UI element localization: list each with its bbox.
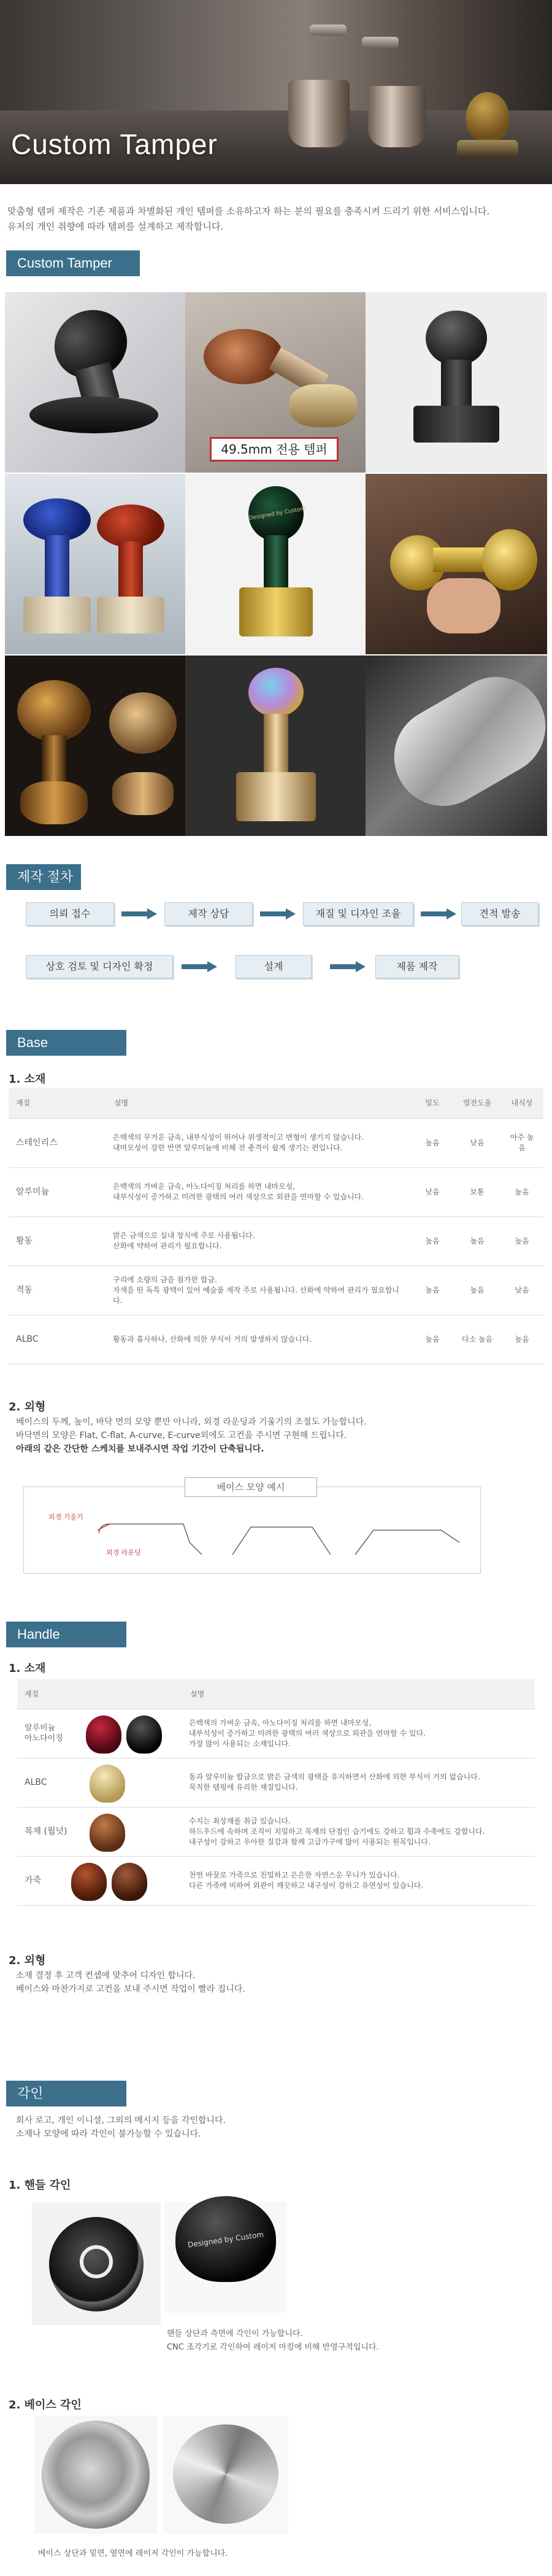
description-line: 구리에 소량의 금을 첨가한 합금. xyxy=(113,1275,217,1284)
rounding-label: 외경 라운딩 xyxy=(106,1549,141,1557)
handle-material-cell xyxy=(17,1856,183,1905)
table-row xyxy=(9,1266,543,1315)
material-description xyxy=(107,1315,411,1364)
engraving-text: Designed by Custom xyxy=(248,505,306,522)
handle-material-table xyxy=(17,1679,535,1906)
material-name: 가죽 xyxy=(25,1875,42,1886)
description-line: 산화에 약하여 관리가 필요합니다. xyxy=(113,1242,222,1250)
gallery-photo-black-tamper xyxy=(5,292,186,473)
density-value: 낮음 xyxy=(411,1167,454,1216)
description-line: 황동과 흡사하나, 산화에 의한 부식이 거의 발생하지 않습니다. xyxy=(113,1334,312,1344)
material-description xyxy=(107,1167,411,1216)
table-row xyxy=(9,1118,543,1167)
gallery-photo-rainbow-tamper xyxy=(185,656,367,836)
description-line: 내마모성이 강한 반면 알루미늄에 비해 전 충격이 쉽게 생기는 편입니다. xyxy=(113,1143,343,1152)
arrow-right-icon xyxy=(421,908,456,919)
process-step-1: 의뢰 접수 xyxy=(26,902,114,926)
gallery-photo-blue-red-tampers xyxy=(5,474,186,654)
material-name: ALBC xyxy=(9,1315,107,1364)
base-profile-sketch-3 xyxy=(355,1530,459,1555)
tamper-image xyxy=(466,92,509,141)
density-value: 높음 xyxy=(411,1118,454,1167)
shape-line: 베이스와 마찬가지로 고컨을 보내 주시면 작업이 빨라 집니다. xyxy=(16,1984,245,1994)
engraving-photo-base-bottom xyxy=(163,2416,288,2534)
albc-handle-swatch xyxy=(90,1765,125,1803)
material-name: 알루미늄 xyxy=(9,1167,107,1216)
table-row xyxy=(17,1807,535,1856)
hero-banner xyxy=(0,0,552,184)
table-row xyxy=(9,1315,543,1364)
description-line: 동과 알루미늄 합금으로 밝은 금색의 광택을 유지하면서 산화에 의한 부식이 거의 없습니다. xyxy=(189,1773,480,1781)
intro-text xyxy=(7,204,547,234)
column-header: 재질 xyxy=(17,1679,183,1709)
base-engraving-title: 2. 베이스 각인 xyxy=(9,2399,82,2412)
engraving-line: 소재나 모양에 따라 각인이 불가능할 수 있습니다. xyxy=(16,2129,201,2139)
engraving-line: 핸들 상단과 측면에 각인이 가능합니다. xyxy=(167,2329,303,2338)
engraving-photo-top xyxy=(32,2202,161,2325)
process-step-2: 제작 상담 xyxy=(164,902,253,926)
espresso-machine-spout xyxy=(310,25,347,36)
red-handle-swatch xyxy=(86,1715,121,1754)
engraving-line: CNC 조각기로 각인하여 레이저 마킹에 비해 반영구적입니다. xyxy=(167,2343,379,2352)
material-description xyxy=(107,1216,411,1266)
table-row xyxy=(17,1856,535,1905)
base-shape-text xyxy=(16,1415,367,1456)
material-name: 황동 xyxy=(9,1216,107,1266)
description-line: 수지는 최상재를 취급 있습니다. xyxy=(189,1816,291,1825)
arrow-right-icon xyxy=(121,908,157,919)
description-line: 하드우드에 속하며 조직이 치밀하고 목재의 단점인 습기에도 강하고 휨과 수축에도 강합니다. xyxy=(189,1827,485,1836)
process-step-6: 설계 xyxy=(236,955,312,978)
milk-pitcher-image xyxy=(368,86,426,147)
section-tag-process: 제작 절차 xyxy=(6,864,81,890)
material-name: 적동 xyxy=(9,1266,107,1315)
density-value: 높음 xyxy=(411,1315,454,1364)
section-tag-custom-tamper: Custom Tamper xyxy=(6,250,140,276)
corrosion-value: 아주 높음 xyxy=(500,1118,543,1167)
description-line: 내부식성이 증가하고 미려한 광택의 여러 색상으로 외관을 연마할 수 있다. xyxy=(189,1728,426,1738)
gallery-photo-gray-tamper xyxy=(366,292,547,473)
material-name: 스테인리스 xyxy=(9,1118,107,1167)
intro-line: 유저의 개인 취향에 따라 템퍼를 설계하고 제작합니다. xyxy=(7,221,224,232)
tamper-base-image xyxy=(457,140,518,158)
handle-material-cell xyxy=(17,1709,183,1758)
table-row xyxy=(9,1167,543,1216)
arrow-right-icon xyxy=(330,961,366,972)
engraving-intro xyxy=(16,2114,226,2141)
handle-material-title: 1. 소재 xyxy=(9,1662,46,1675)
base-shape-examples xyxy=(23,1482,481,1574)
table-row xyxy=(9,1216,543,1266)
description-line: 묵직한 템핑에 유리한 재질입니다. xyxy=(189,1783,298,1792)
gallery-photo-engraved-handle xyxy=(366,656,547,836)
slope-label: 외경 기울기 xyxy=(48,1513,83,1521)
walnut-handle-swatch xyxy=(90,1814,125,1852)
leather-handle-swatch xyxy=(71,1863,107,1901)
handle-material-cell xyxy=(17,1758,183,1807)
base-profile-sketches xyxy=(24,1487,480,1573)
description-line: 가장 많이 사용되는 소재입니다. xyxy=(189,1739,291,1748)
handle-material-cell xyxy=(17,1807,183,1856)
section-tag-handle: Handle xyxy=(6,1622,126,1647)
base-engraving-text: 베이스 상단과 밑면, 옆면에 레이저 각인이 가능합니다. xyxy=(38,2549,228,2558)
column-header: 밀도 xyxy=(411,1088,454,1118)
process-step-4: 견적 발송 xyxy=(461,902,539,926)
section-tag-base: Base xyxy=(6,1030,126,1056)
handle-engraving-text xyxy=(167,2327,379,2354)
leather-handle-swatch xyxy=(112,1863,147,1901)
shape-line: 아래의 같은 간단한 스케치를 보내주시면 작업 기간이 단축됩니다. xyxy=(16,1444,264,1454)
material-name: 알루미늄 아노다이징 xyxy=(25,1723,63,1743)
process-step-3: 재질 및 디자인 조율 xyxy=(303,902,413,926)
shape-line: 베이스의 두께, 높이, 바닥 면의 모양 뿐만 아니라, 외경 라운딩과 기울기의 조절도 가능합니다. xyxy=(16,1417,367,1427)
shape-line: 바닥면의 모양은 Flat, C-flat, A-curve, E-curve외에도 고컨을 주시면 구현해 드립니다. xyxy=(16,1431,347,1441)
description-line: 천연 바꿀로 가죽으로 친밀하고 은은한 자연스운 무니가 있습니다. xyxy=(189,1871,400,1879)
corrosion-value: 높음 xyxy=(500,1216,543,1266)
gallery-photo-gold-tamper-hand xyxy=(366,474,547,654)
description-line: 자색을 띤 독특 광택이 있어 예술품 제작 주로 사용됩니다. 산화에 약하여 관리가 필요합니다. xyxy=(113,1285,399,1305)
base-material-title: 1. 소재 xyxy=(9,1073,46,1086)
espresso-machine-spout xyxy=(362,37,399,48)
gallery-photo-copper-tamper xyxy=(185,292,367,473)
handle-shape-title: 2. 외형 xyxy=(9,1954,46,1967)
material-description xyxy=(183,1856,535,1905)
conductivity-value: 높음 xyxy=(454,1216,500,1266)
engraving-photo-side xyxy=(164,2202,287,2313)
table-header-row xyxy=(9,1088,543,1118)
column-header: 재질 xyxy=(9,1088,107,1118)
corrosion-value: 높음 xyxy=(500,1315,543,1364)
description-line: 밝은 금색으로 실내 장식에 주로 사용됩니다. xyxy=(113,1231,255,1240)
corrosion-value: 낮음 xyxy=(500,1266,543,1315)
section-tag-engraving: 각인 xyxy=(6,2081,126,2106)
material-name: 목재 (월넛) xyxy=(25,1826,67,1836)
material-description xyxy=(107,1266,411,1315)
engraving-photo-base-top xyxy=(34,2416,157,2534)
description-line: 은백색의 무거운 금속, 내부식성이 뛰어나 위생적이고 변형이 생기지 않습니다. xyxy=(113,1133,364,1142)
handle-engraving-title: 1. 핸들 각인 xyxy=(9,2179,71,2192)
description-line: 내부식성이 증가하고 미려한 광택의 여러 색상으로 외관을 연마할 수 있습니다. xyxy=(113,1193,364,1201)
gallery-photo-gold-tampers-dark xyxy=(5,656,186,836)
base-shape-title: 2. 외형 xyxy=(9,1401,46,1414)
table-row xyxy=(17,1709,535,1758)
column-header: 설명 xyxy=(183,1679,535,1709)
corrosion-value: 높음 xyxy=(500,1167,543,1216)
conductivity-value: 높음 xyxy=(454,1266,500,1315)
description-line: 은백색의 가벼운 금속, 아노다이징 처리를 하면 내마모성, xyxy=(189,1718,372,1727)
column-header: 내식성 xyxy=(500,1088,543,1118)
density-value: 높음 xyxy=(411,1266,454,1315)
process-step-5: 상호 검토 및 디자인 확정 xyxy=(26,955,173,978)
material-description xyxy=(183,1709,535,1758)
intro-line: 맞춤형 템퍼 제작은 기존 제품과 차별화된 개인 템퍼를 소유하고자 하는 분의 필요를 충족시켜 드리기 위한 서비스입니다. xyxy=(7,206,490,217)
gallery-photo-green-gold-tamper xyxy=(185,474,367,654)
process-step-7: 제품 제작 xyxy=(375,955,459,978)
material-description xyxy=(183,1807,535,1856)
table-row xyxy=(17,1758,535,1807)
handle-shape-text xyxy=(16,1969,245,1996)
arrow-right-icon xyxy=(260,908,296,919)
shape-line: 소재 결정 후 고객 컨셉에 맞추어 디자인 합니다. xyxy=(16,1971,196,1981)
hero-title: Custom Tamper xyxy=(11,128,218,160)
examples-title: 베이스 모양 예시 xyxy=(185,1477,317,1497)
material-name: ALBC xyxy=(25,1777,47,1787)
engraving-line: 회사 로고, 개인 이니셜, 그외의 메시지 등을 각인합니다. xyxy=(16,2116,226,2125)
description-line: 다른 가죽에 비하여 외관이 깨끗하고 내구성이 강하고 유연성이 있습니다. xyxy=(189,1881,424,1890)
table-header-row xyxy=(17,1679,535,1709)
conductivity-value: 다소 높음 xyxy=(454,1315,500,1364)
material-description xyxy=(107,1118,411,1167)
column-header: 열전도율 xyxy=(454,1088,500,1118)
material-description xyxy=(183,1758,535,1807)
base-profile-sketch-2 xyxy=(232,1527,331,1555)
description-line: 은백색의 가벼운 금속, 아노다이징 처리를 하면 내마모성, xyxy=(113,1182,296,1191)
density-value: 높음 xyxy=(411,1216,454,1266)
description-line: 내구성이 강하고 우아한 질감과 함께 고급가구에 많이 사용되는 원목입니다. xyxy=(189,1837,431,1846)
engraving-text: Designed by Custom xyxy=(187,2230,264,2249)
column-header: 설명 xyxy=(107,1088,411,1118)
conductivity-value: 낮음 xyxy=(454,1118,500,1167)
conductivity-value: 보통 xyxy=(454,1167,500,1216)
milk-pitcher-image xyxy=(288,80,350,147)
base-material-table xyxy=(9,1088,543,1364)
black-handle-swatch xyxy=(126,1715,162,1754)
photo-caption: 49.5mm 전용 템퍼 xyxy=(210,437,339,462)
arrow-right-icon xyxy=(182,961,217,972)
